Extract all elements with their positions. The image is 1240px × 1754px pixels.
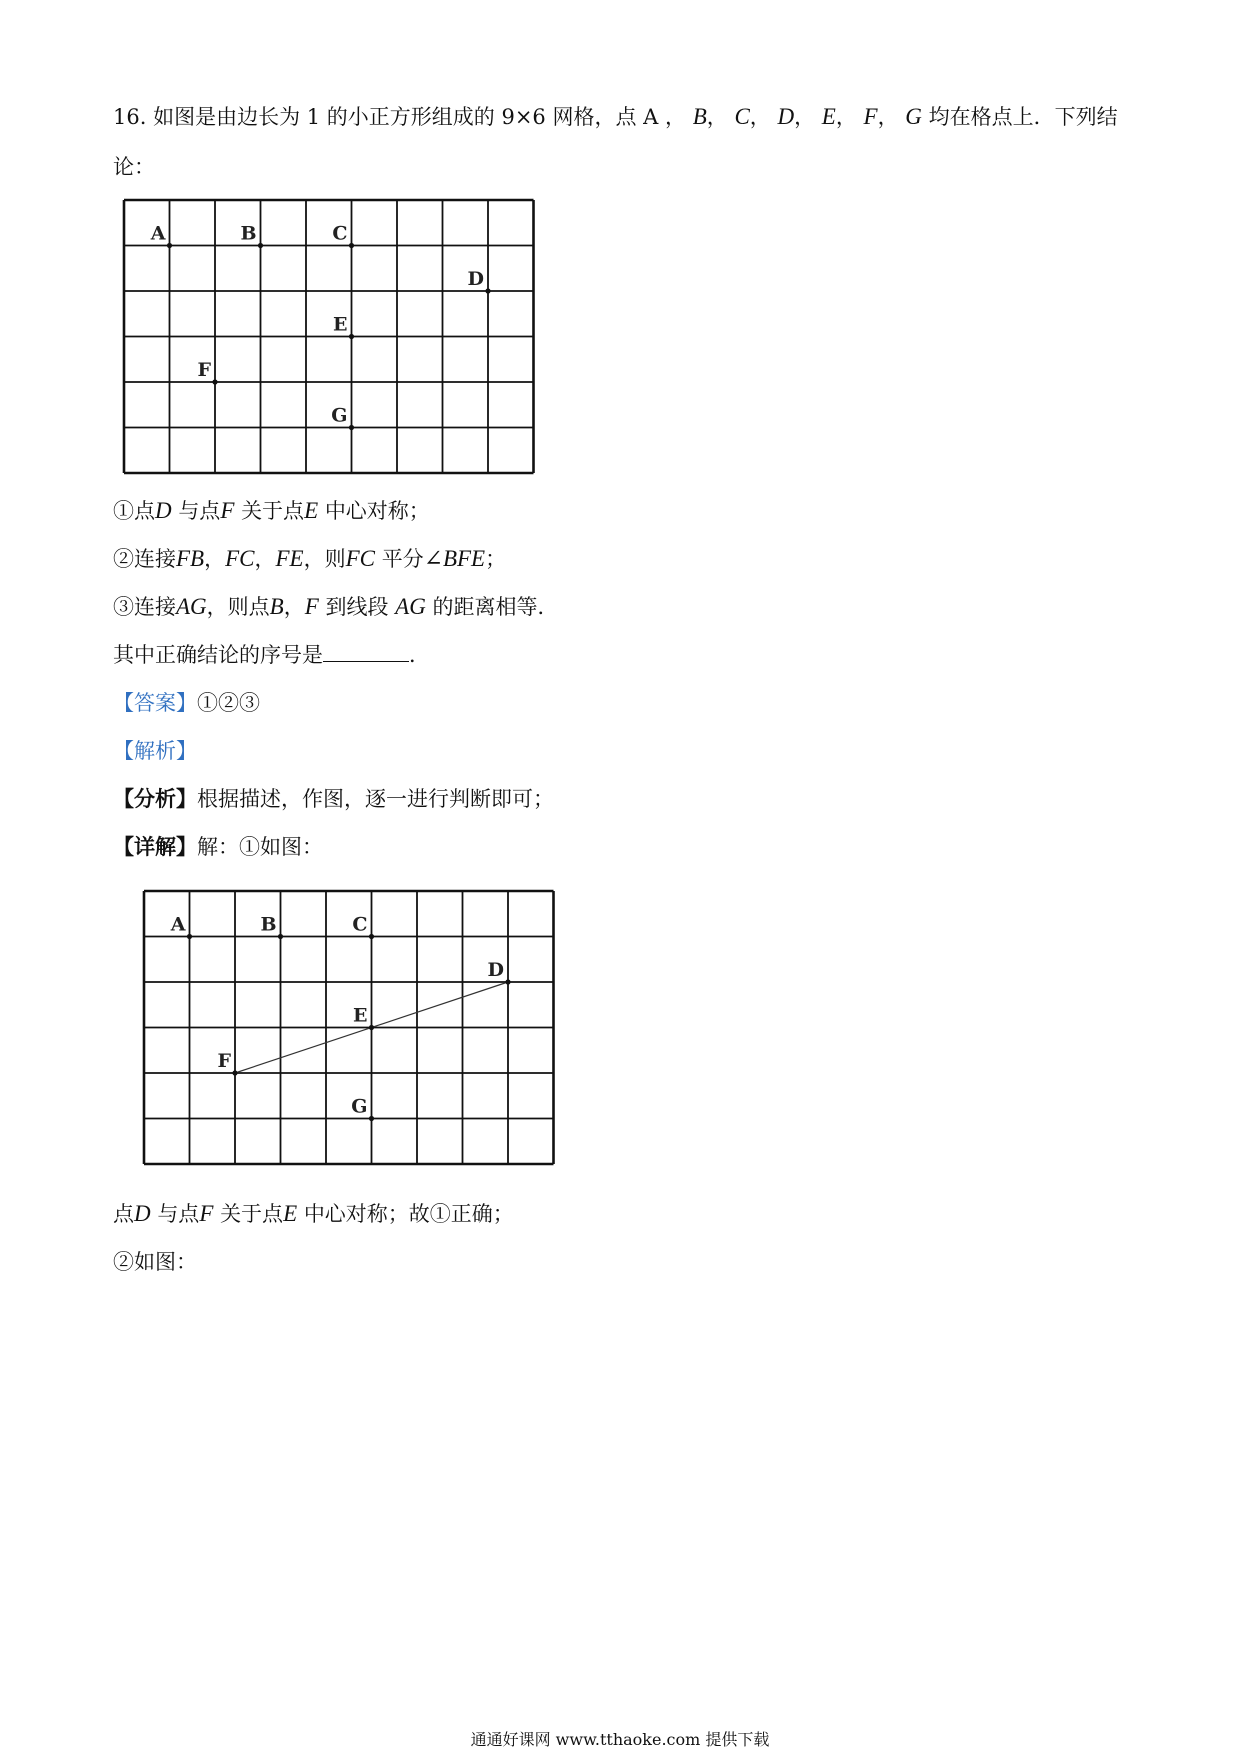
grid-point-label-c: C: [332, 222, 348, 245]
circle-number-3: ③: [113, 595, 134, 619]
point-c-label: C: [734, 104, 750, 129]
sep: ，: [749, 105, 771, 129]
text: 点: [134, 499, 155, 523]
text: 与点: [157, 1202, 200, 1226]
grid-point-e: [349, 334, 354, 339]
text: 关于点: [241, 499, 305, 523]
grid-figure-1-svg: [122, 198, 536, 480]
text: 到线段: [325, 595, 389, 619]
grid-point-b: [258, 243, 263, 248]
conclusion-2: [113, 545, 506, 573]
text: 连接: [134, 595, 176, 619]
grid-point-label-f: F: [197, 359, 211, 381]
xiangjie-text: 解：①如图：: [197, 835, 323, 859]
point-d-label: D: [777, 104, 795, 129]
var: E: [304, 498, 319, 523]
sep: ，: [204, 547, 226, 571]
sep: ，: [706, 105, 728, 129]
text: ，则: [303, 547, 346, 571]
var: D: [155, 498, 172, 523]
grid-point-label-g: G: [331, 404, 348, 427]
after-figure-line: [113, 1200, 514, 1228]
sep: ，: [794, 105, 816, 129]
xiangjie-tag: 【详解】: [113, 834, 197, 859]
point-e-label: E: [821, 104, 836, 129]
grid-figure-2: [142, 889, 556, 1171]
grid-point-g: [369, 1116, 374, 1121]
text: 点: [113, 1202, 134, 1226]
fenxi-line: [113, 785, 554, 813]
grid-point-label-c: C: [352, 913, 368, 936]
answer-blank: [323, 641, 409, 662]
part2-line: ②如图：: [113, 1250, 197, 1274]
point-f-label: F: [863, 104, 878, 129]
grid-point-d: [485, 288, 490, 293]
question-number: 16.: [113, 105, 147, 129]
grid-point-f: [232, 1070, 237, 1075]
var: B: [269, 594, 284, 619]
grid-point-c: [349, 243, 354, 248]
circle-number-2: ②: [113, 547, 134, 571]
page-footer: 通通好课网 www.tthaoke.com 提供下载: [470, 1730, 770, 1749]
point-g-label: G: [905, 104, 922, 129]
grid-figure-1: [122, 198, 536, 480]
text: 关于点: [220, 1202, 284, 1226]
answer-line: [113, 689, 260, 717]
grid-point-d: [505, 979, 510, 984]
var: FE: [275, 546, 304, 571]
conclusion-1: [113, 497, 430, 525]
grid-point-label-e: E: [353, 1004, 368, 1027]
grid-point-f: [212, 379, 217, 384]
grid-point-label-d: D: [487, 959, 504, 981]
sep: ，: [254, 547, 276, 571]
xiangjie-line: [113, 833, 323, 861]
grid-point-label-a: A: [170, 913, 186, 936]
var: FB: [176, 546, 205, 571]
grid-figure-2-svg: [142, 889, 556, 1171]
var: ∠BFE: [423, 546, 486, 571]
text: ；: [485, 547, 507, 571]
var: F: [220, 498, 235, 523]
text: 平分: [381, 547, 424, 571]
var: AG: [395, 594, 426, 619]
answer-value: ①②③: [197, 691, 260, 715]
text: 中心对称；: [324, 499, 430, 523]
var: E: [283, 1201, 298, 1226]
stem-text: 如图是由边长为 1 的小正方形组成的 9×6 网格，点 A ，: [153, 105, 686, 129]
sep: ，: [283, 595, 305, 619]
text: 与点: [178, 499, 221, 523]
question-stem-line2: 论：: [113, 155, 155, 179]
text: 的距离相等．: [432, 595, 559, 619]
text: 中心对称；故①正确；: [303, 1202, 514, 1226]
grid-point-a: [187, 934, 192, 939]
fenxi-text: 根据描述，作图，逐一进行判断即可；: [197, 787, 554, 811]
point-b-label: B: [692, 104, 707, 129]
var: FC: [225, 546, 255, 571]
grid-point-label-d: D: [467, 268, 484, 290]
question-ask: [113, 641, 430, 669]
grid-point-g: [349, 425, 354, 430]
grid-point-b: [278, 934, 283, 939]
grid-point-label-a: A: [150, 222, 166, 245]
grid-point-label-e: E: [333, 313, 348, 336]
grid-point-a: [167, 243, 172, 248]
var: D: [134, 1201, 151, 1226]
stem-text-end: 均在格点上．下列结: [921, 105, 1118, 129]
grid-point-c: [369, 934, 374, 939]
fenxi-tag: 【分析】: [113, 786, 197, 811]
grid-point-e: [369, 1025, 374, 1030]
analysis-tag: 【解析】: [113, 739, 197, 763]
sep: ，: [877, 105, 899, 129]
var: AG: [176, 594, 207, 619]
answer-tag: 【答案】: [113, 691, 197, 715]
text: ，则点: [206, 595, 270, 619]
grid-point-label-f: F: [217, 1050, 231, 1072]
text: 连接: [134, 547, 176, 571]
conclusion-3: [113, 593, 559, 621]
var: F: [199, 1201, 214, 1226]
question-stem-line1: [113, 103, 1118, 131]
var: FC: [345, 546, 375, 571]
sep: ，: [835, 105, 857, 129]
var: F: [304, 594, 319, 619]
grid-point-label-b: B: [260, 913, 277, 936]
grid-point-label-g: G: [351, 1095, 368, 1118]
grid-point-label-b: B: [240, 222, 257, 245]
circle-number-1: ①: [113, 499, 134, 523]
ask-end: ．: [409, 643, 430, 667]
ask-text: 其中正确结论的序号是: [113, 643, 323, 667]
